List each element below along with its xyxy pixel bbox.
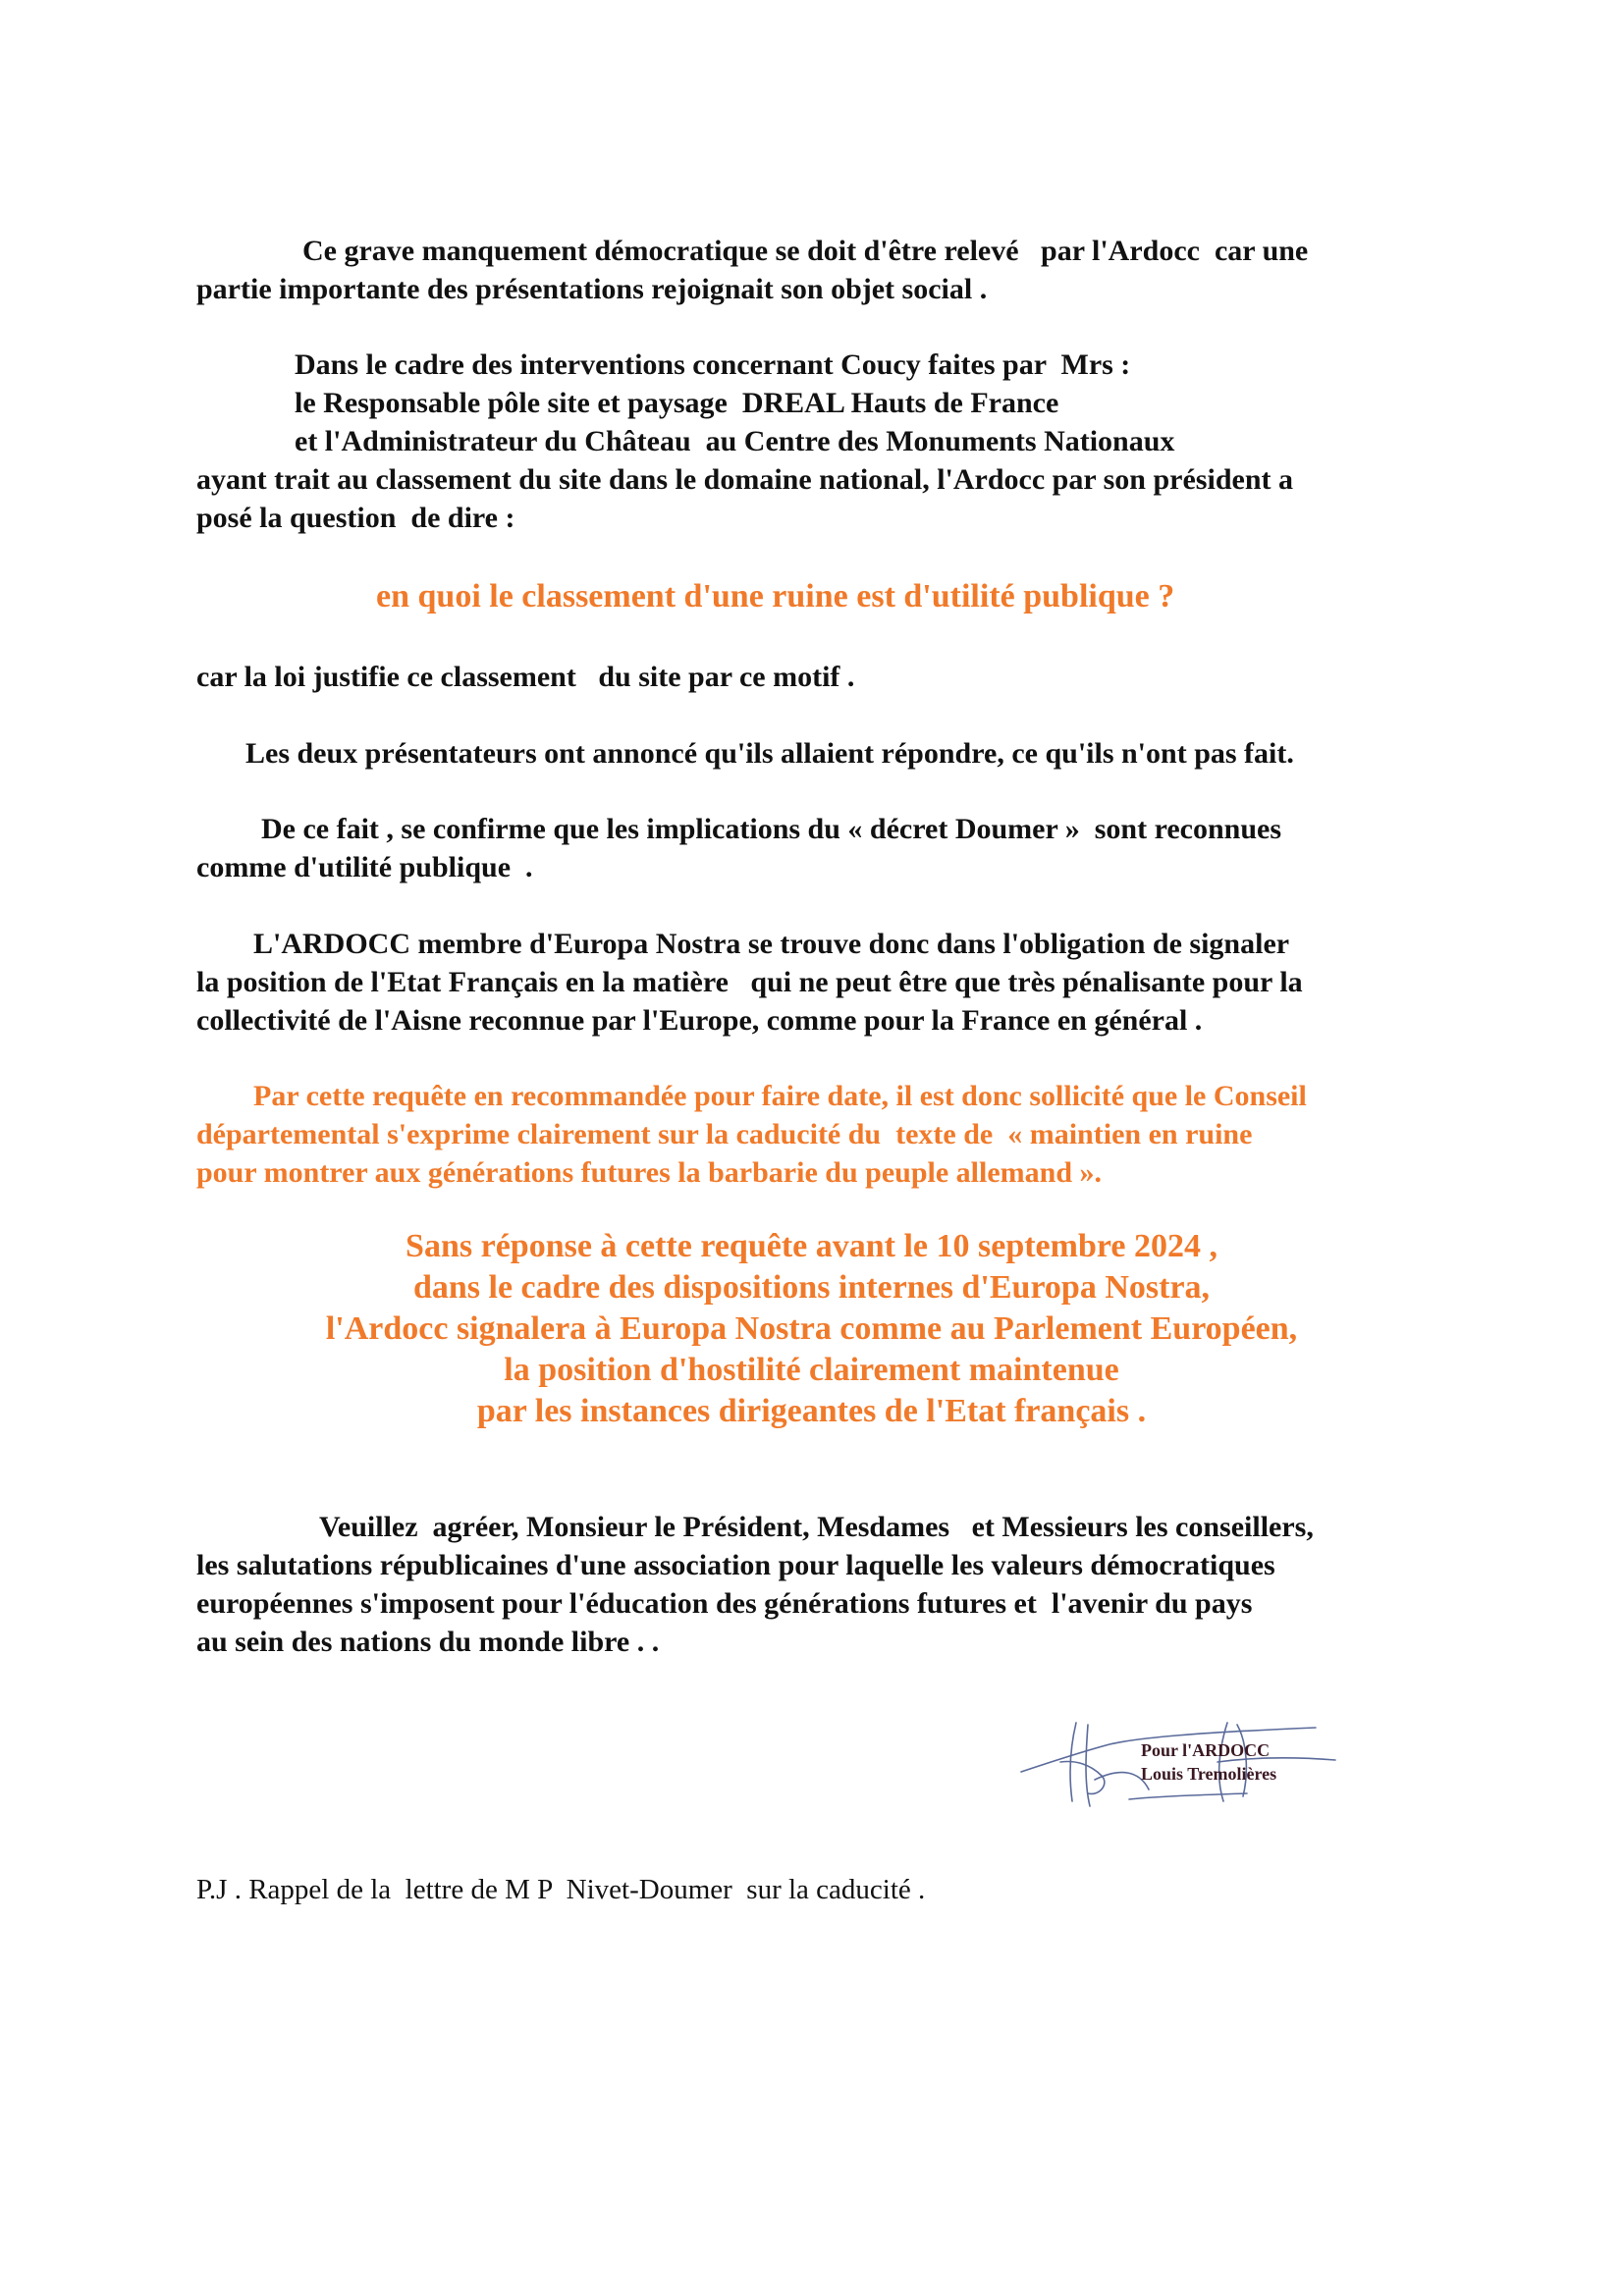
paragraph-6-line-2: la position de l'Etat Français en la matière qui ne peut être que très pénalisante pour la: [196, 966, 1303, 998]
warning-line-5: par les instances dirigeantes de l'Etat français .: [476, 1393, 1147, 1429]
warning-line-3: l'Ardocc signalera à Europa Nostra comme au Parlement Européen,: [325, 1310, 1298, 1347]
paragraph-5-line-1: De ce fait , se confirme que les implications du « décret Doumer » sont reconnues: [261, 813, 1282, 845]
closing-line-2: les salutations républicaines d'une association pour laquelle les valeurs démocratiques: [196, 1549, 1275, 1581]
paragraph-5-line-2: comme d'utilité publique .: [196, 851, 533, 883]
paragraph-6-line-1: L'ARDOCC membre d'Europa Nostra se trouve donc dans l'obligation de signaler: [253, 928, 1290, 960]
warning-line-1: Sans réponse à cette requête avant le 10 septembre 2024 ,: [406, 1228, 1217, 1264]
paragraph-2-line-1: Dans le cadre des interventions concernant Coucy faites par Mrs :: [295, 348, 1131, 381]
request-line-3: pour montrer aux générations futures la barbarie du peuple allemand ».: [196, 1156, 1103, 1189]
signature-line-1: Pour l'ARDOCC: [1141, 1740, 1271, 1760]
signature-line-2: Louis Tremolières: [1141, 1764, 1277, 1784]
attachment-note: P.J . Rappel de la lettre de M P Nivet-Doumer sur la caducité .: [196, 1874, 926, 1905]
warning-line-4: la position d'hostilité clairement maintenue: [504, 1352, 1119, 1388]
paragraph-2-line-2: le Responsable pôle site et paysage DREAL Hauts de France: [295, 387, 1059, 419]
paragraph-2-line-3: et l'Administrateur du Château au Centre des Monuments Nationaux: [295, 425, 1175, 457]
closing-line-3: européennes s'imposent pour l'éducation des générations futures et l'avenir du pays: [196, 1587, 1253, 1620]
paragraph-2-line-5: posé la question de dire :: [196, 502, 515, 534]
request-line-1: Par cette requête en recommandée pour faire date, il est donc sollicité que le Conseil: [253, 1080, 1307, 1112]
closing-line-4: au sein des nations du monde libre . .: [196, 1626, 660, 1658]
signature-block: [992, 1703, 1355, 1821]
paragraph-1-line-1: Ce grave manquement démocratique se doit d'être relevé par l'Ardocc car une: [302, 235, 1309, 267]
closing-line-1: Veuillez agréer, Monsieur le Président, Mesdames et Messieurs les conseillers,: [319, 1511, 1314, 1543]
handwritten-signature: [992, 1703, 1355, 1821]
paragraph-6-line-3: collectivité de l'Aisne reconnue par l'Europe, comme pour la France en général .: [196, 1004, 1203, 1037]
warning-line-2: dans le cadre des dispositions internes d'Europa Nostra,: [412, 1269, 1211, 1306]
question-headline: en quoi le classement d'une ruine est d'utilité publique ?: [376, 578, 1175, 614]
paragraph-3: car la loi justifie ce classement du site par ce motif .: [196, 661, 855, 693]
paragraph-4: Les deux présentateurs ont annoncé qu'ils allaient répondre, ce qu'ils n'ont pas fait.: [245, 737, 1294, 770]
request-line-2: départemental s'exprime clairement sur la caducité du texte de « maintien en ruine: [196, 1118, 1253, 1150]
paragraph-2-line-4: ayant trait au classement du site dans le domaine national, l'Ardocc par son président a: [196, 463, 1293, 496]
paragraph-1-line-2: partie importante des présentations rejoignait son objet social .: [196, 273, 988, 305]
